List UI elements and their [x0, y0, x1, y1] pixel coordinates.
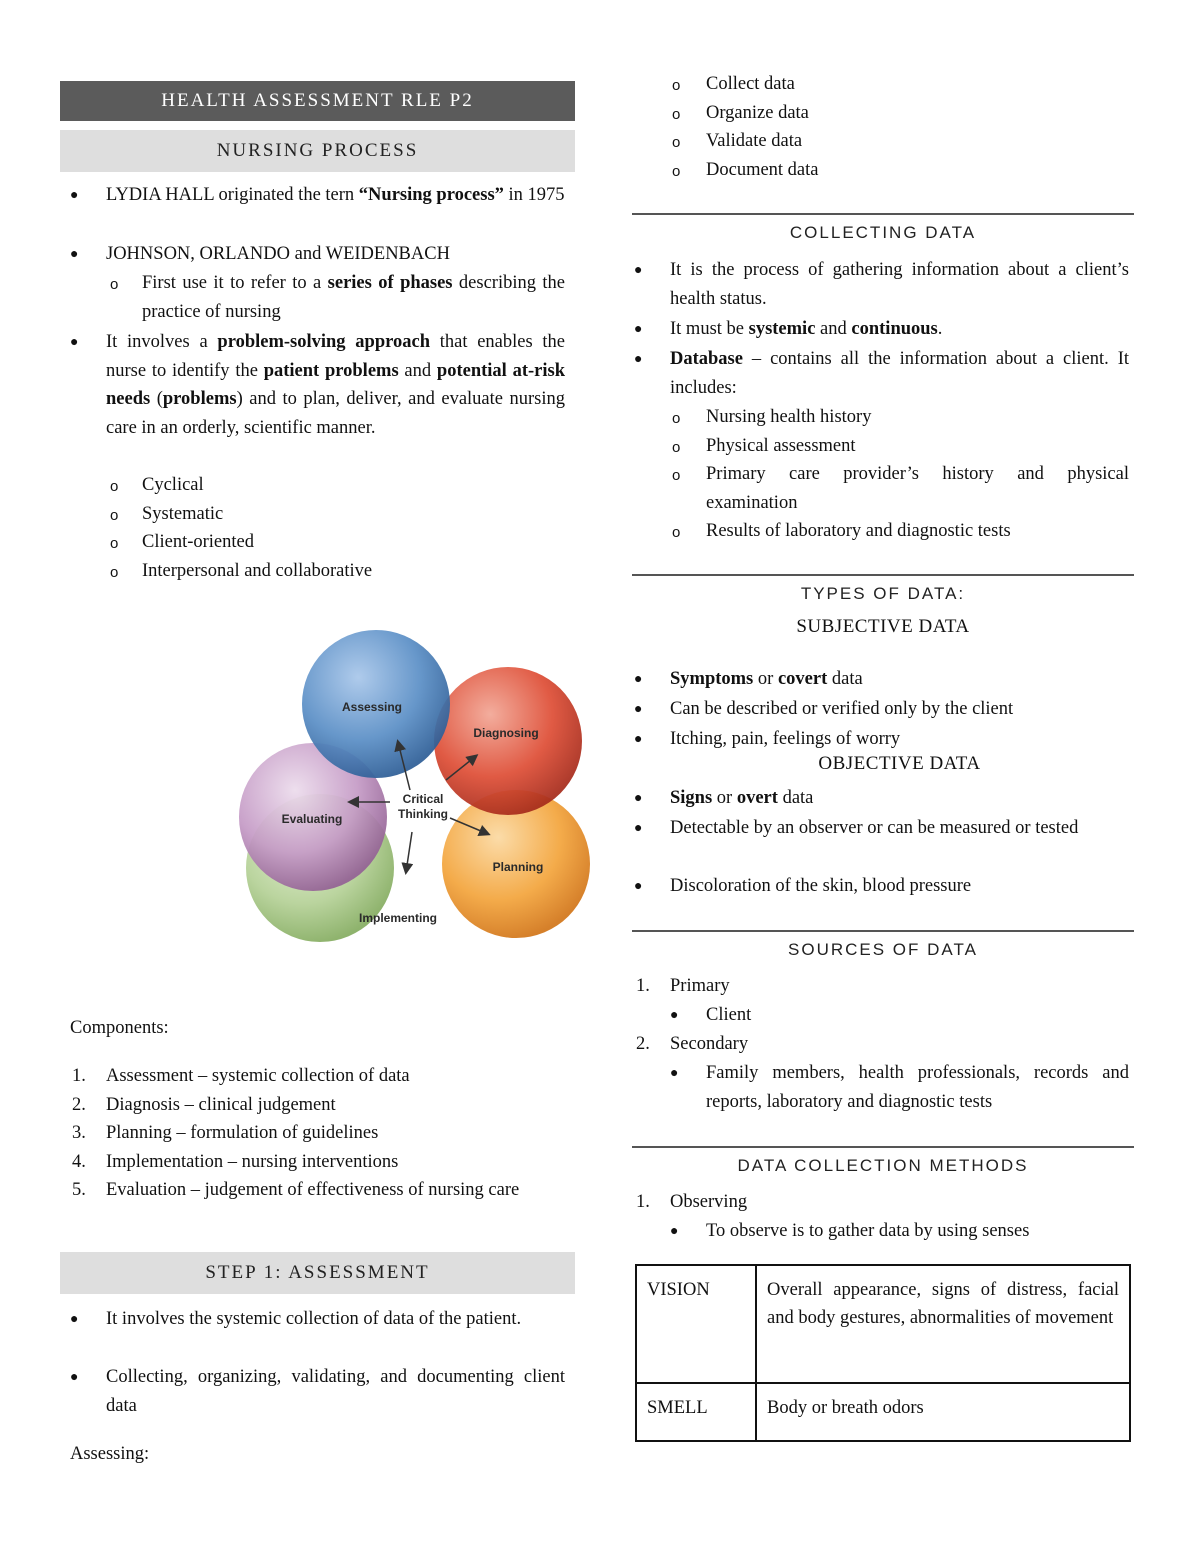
- planning-label: Planning: [492, 860, 544, 874]
- list-item: ● Database – contains all the information about a client. It includes:: [634, 349, 1129, 398]
- sense-cell: SMELL: [636, 1383, 756, 1441]
- list-item: o First use it to refer to a series of phases describing the practice of nursing: [110, 273, 566, 322]
- sources-of-data-heading: SOURCES OF DATA: [632, 930, 1134, 960]
- table-row: [636, 1265, 1130, 1383]
- collecting-data-heading: COLLECTING DATA: [632, 213, 1134, 243]
- types-of-data-heading: TYPES OF DATA:: [632, 574, 1134, 604]
- database-list: o Nursing health history o Physical assessment o Primary care provider’s history and physical examination o Results of laboratory and diagnostic tests: [672, 407, 1129, 541]
- list-item: ● Signs or overt data: [634, 788, 814, 808]
- list-item: ● Detectable by an observer or can be measured or tested: [634, 818, 1079, 838]
- list-item: ● Symptoms or covert data: [634, 669, 863, 689]
- subjective-data-heading: SUBJECTIVE DATA: [796, 616, 970, 637]
- evaluating-label: Evaluating: [281, 812, 343, 826]
- sub-list: o Cyclical o Systematic o Client-oriented o Interpersonal and collaborative: [110, 475, 373, 581]
- data-collection-methods-heading: DATA COLLECTION METHODS: [632, 1146, 1134, 1176]
- step1-heading: STEP 1: ASSESSMENT: [60, 1252, 575, 1294]
- list-item: 2. Secondary: [636, 1034, 749, 1054]
- objective-data-heading: OBJECTIVE DATA: [818, 753, 981, 774]
- components-list: 1. Assessment – systemic collection of data 2. Diagnosis – clinical judgement 3. Planning – formulation of guidelines 4. Implementation – nursing interventions 5. Evaluation – judgement of effectiveness of nursing care: [72, 1066, 520, 1200]
- assessing-label: Assessing: [341, 700, 403, 714]
- sense-cell: VISION: [636, 1265, 756, 1383]
- nursing-process-diagram: [170, 620, 600, 995]
- list-item: ● It is the process of gathering information about a client’s health status.: [634, 260, 1129, 309]
- list-item: ● Can be described or verified only by the client: [634, 699, 1014, 719]
- list-item: ● To observe is to gather data by using senses: [670, 1221, 1030, 1241]
- description-cell: Body or breath odors: [756, 1383, 1130, 1441]
- list-item: ● JOHNSON, ORLANDO and WEIDENBACH: [70, 244, 450, 264]
- list-item: ● Discoloration of the skin, blood pressure: [634, 876, 972, 896]
- list-item: ● Client: [670, 1005, 752, 1025]
- diagnosing-label: Diagnosing: [473, 726, 539, 740]
- document-title: HEALTH ASSESSMENT RLE P2: [60, 81, 575, 121]
- list-item: 1. Observing: [636, 1192, 748, 1212]
- nursing-process-heading: NURSING PROCESS: [60, 130, 575, 172]
- implementing-label: Implementing: [358, 911, 438, 925]
- description-cell: Overall appearance, signs of distress, facial and body gestures, abnormalities of movement: [756, 1265, 1130, 1383]
- diagnosing-circle: [434, 667, 582, 815]
- components-label: Components:: [70, 1018, 169, 1038]
- list-item: 1. Primary: [636, 976, 730, 996]
- assessing-label: Assessing:: [70, 1444, 150, 1464]
- table-row: [636, 1383, 1130, 1441]
- list-item: ● LYDIA HALL originated the tern “Nursing process” in 1975: [70, 185, 565, 205]
- list-item: ● Itching, pain, feelings of worry: [634, 729, 901, 749]
- center-label-2: Thinking: [398, 807, 448, 821]
- assessing-list: o Collect data o Organize data o Validate data o Document data: [672, 74, 819, 180]
- senses-table: [635, 1264, 1131, 1442]
- list-item: ● It involves a problem-solving approach that enables the nurse to identify the patient problems and potential at-risk needs (problems) and to plan, deliver, and evaluate nursing care in an orderly, scientific manner.: [70, 332, 566, 438]
- list-item: ● It must be systemic and continuous.: [634, 319, 943, 339]
- list-item: ● Collecting, organizing, validating, and documenting client data: [70, 1367, 565, 1416]
- center-label-1: Critical: [402, 792, 444, 806]
- list-item: ● It involves the systemic collection of data of the patient.: [70, 1309, 522, 1329]
- list-item: ● Family members, health professionals, records and reports, laboratory and diagnostic tests: [670, 1063, 1129, 1112]
